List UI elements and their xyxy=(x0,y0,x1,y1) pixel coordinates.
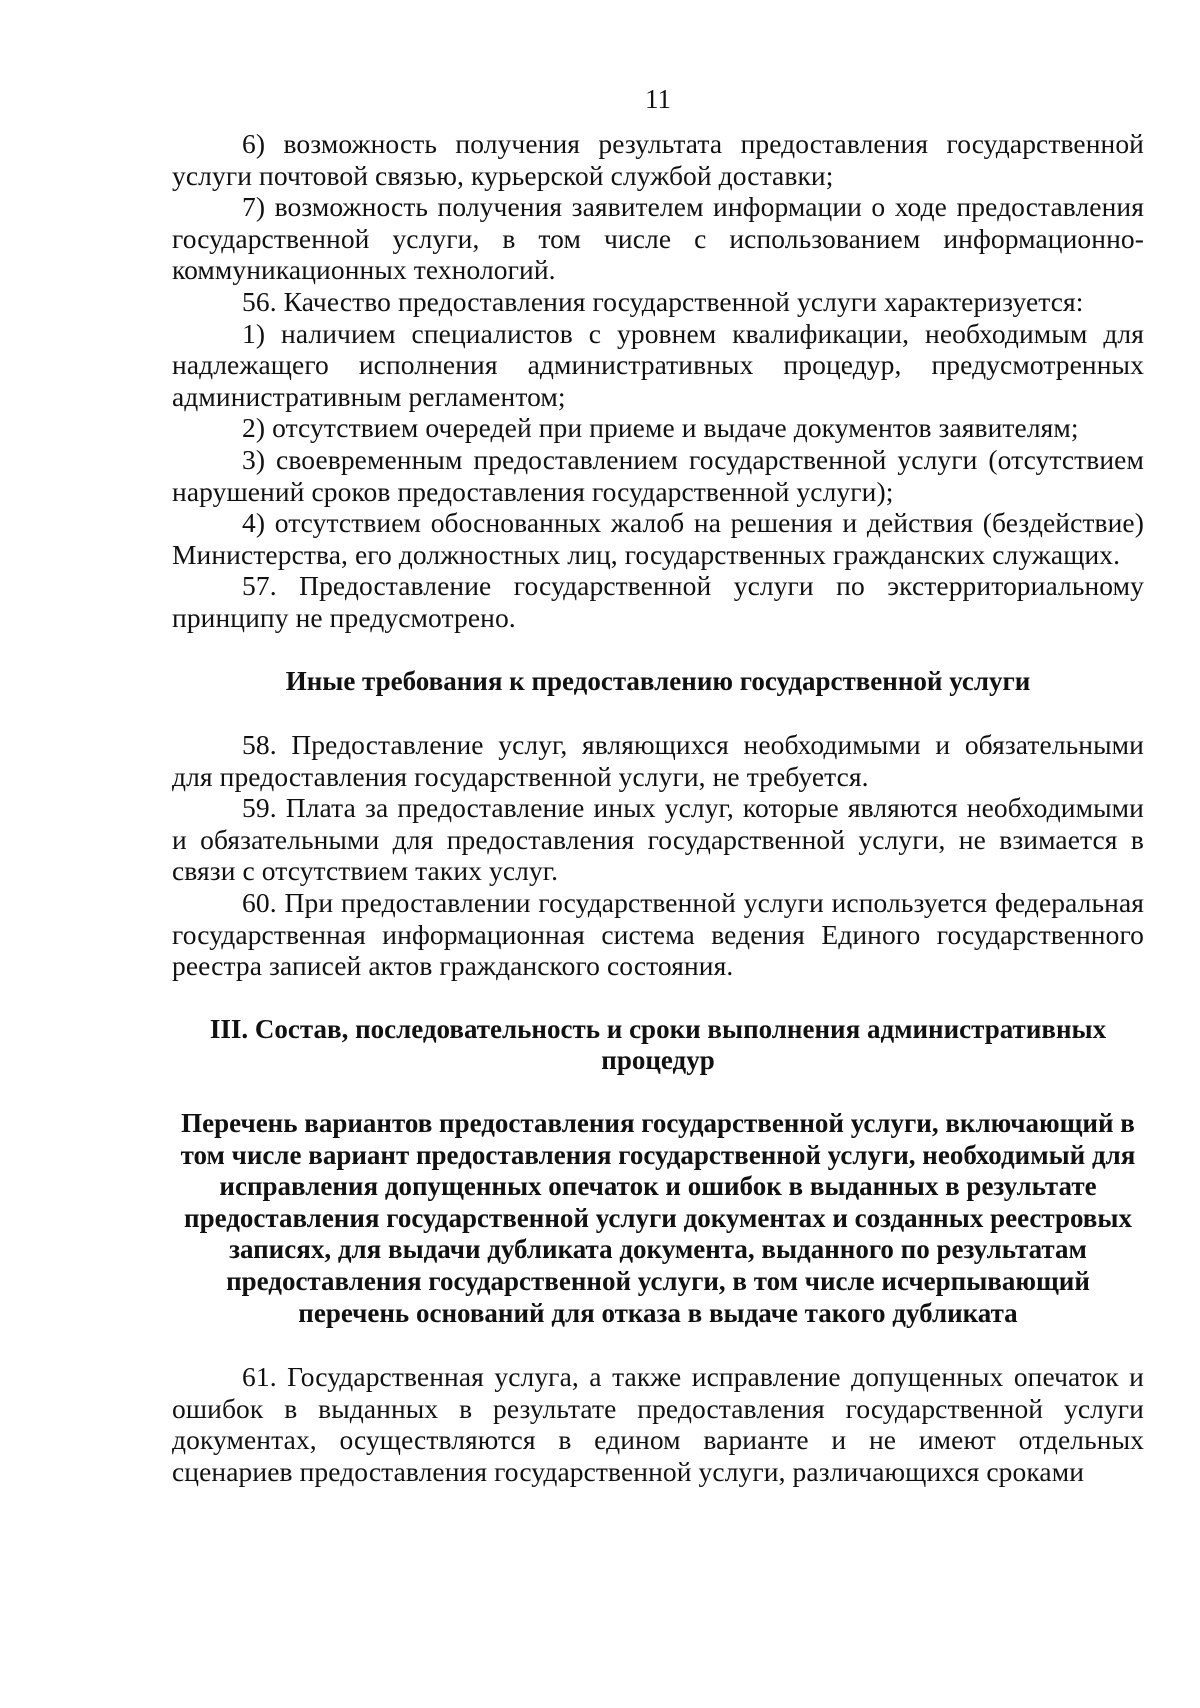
paragraph-56-item-1: 1) наличием специалистов с уровнем квалификации, необходимым для надлежащего исполнения административных процедур, предусмотренных административным регламентом; xyxy=(172,317,1144,412)
paragraph-56-item-3: 3) своевременным предоставлением государственной услуги (отсутствием нарушений сроков предоставления государственной услуги); xyxy=(172,443,1144,507)
spacer xyxy=(172,697,1144,729)
paragraph-61: 61. Государственная услуга, а также исправление допущенных опечаток и ошибок в выданных в результате предоставления государственной услуги документах, осуществляются в едином варианте и не имеют отдельных сценариев предоставления государственной услуги, различающихся сроками xyxy=(172,1361,1144,1487)
document-page xyxy=(172,70,1144,1488)
chapter-heading-iii: III. Состав, последовательность и сроки выполнения административных процедур xyxy=(209,1013,1107,1076)
spacer xyxy=(172,634,1144,666)
section-heading-other-requirements: Иные требования к предоставлению государственной услуги xyxy=(285,665,1031,696)
section-heading-variants-list: Перечень вариантов предоставления государственной услуги, включающий в том числе вариант предоставления государственной услуги, необходимый для исправления допущенных опечаток и ошибок в выданных в результате предоставления государственной услуги документах и созданных реестровых записях, для выдачи дубликата документа, выданного по результатам предоставления государственной услуги, в том числе исчерпывающий перечень оснований для отказа в выдаче такого дубликата xyxy=(180,1108,1136,1328)
paragraph-item-6: 6) возможность получения результата предоставления государственной услуги почтовой связью, курьерской службой доставки; xyxy=(172,128,1144,191)
paragraph-56-item-4: 4) отсутствием обоснованных жалоб на решения и действия (бездействие) Министерства, его должностных лиц, государственных гражданских служащих. xyxy=(172,507,1144,570)
paragraph-57: 57. Предоставление государственной услуги по экстерриториальному принципу не предусмотрено. xyxy=(172,570,1144,633)
paragraph-60: 60. При предоставлении государственной услуги используется федеральная государственная информационная система ведения Единого государственного реестра записей актов гражданского состояния. xyxy=(172,887,1144,982)
paragraph-59: 59. Плата за предоставление иных услуг, которые являются необходимыми и обязательными для предоставления государственной услуги, не взимается в связи с отсутствием таких услуг. xyxy=(172,792,1144,887)
spacer xyxy=(172,1077,1144,1108)
spacer xyxy=(172,1329,1144,1361)
paragraph-56: 56. Качество предоставления государственной услуги характеризуется: xyxy=(242,285,1084,317)
paragraph-item-7: 7) возможность получения заявителем информации о ходе предоставления государственной услуги, в том числе с использованием информационно-коммуникационных технологий. xyxy=(172,191,1144,286)
page-number: 11 xyxy=(645,84,671,114)
paragraph-56-item-2: 2) отсутствием очередей при приеме и выдаче документов заявителям; xyxy=(242,412,1079,444)
spacer xyxy=(172,982,1144,1014)
paragraph-58: 58. Предоставление услуг, являющихся необходимыми и обязательными для предоставления государственной услуги, не требуется. xyxy=(172,729,1144,792)
